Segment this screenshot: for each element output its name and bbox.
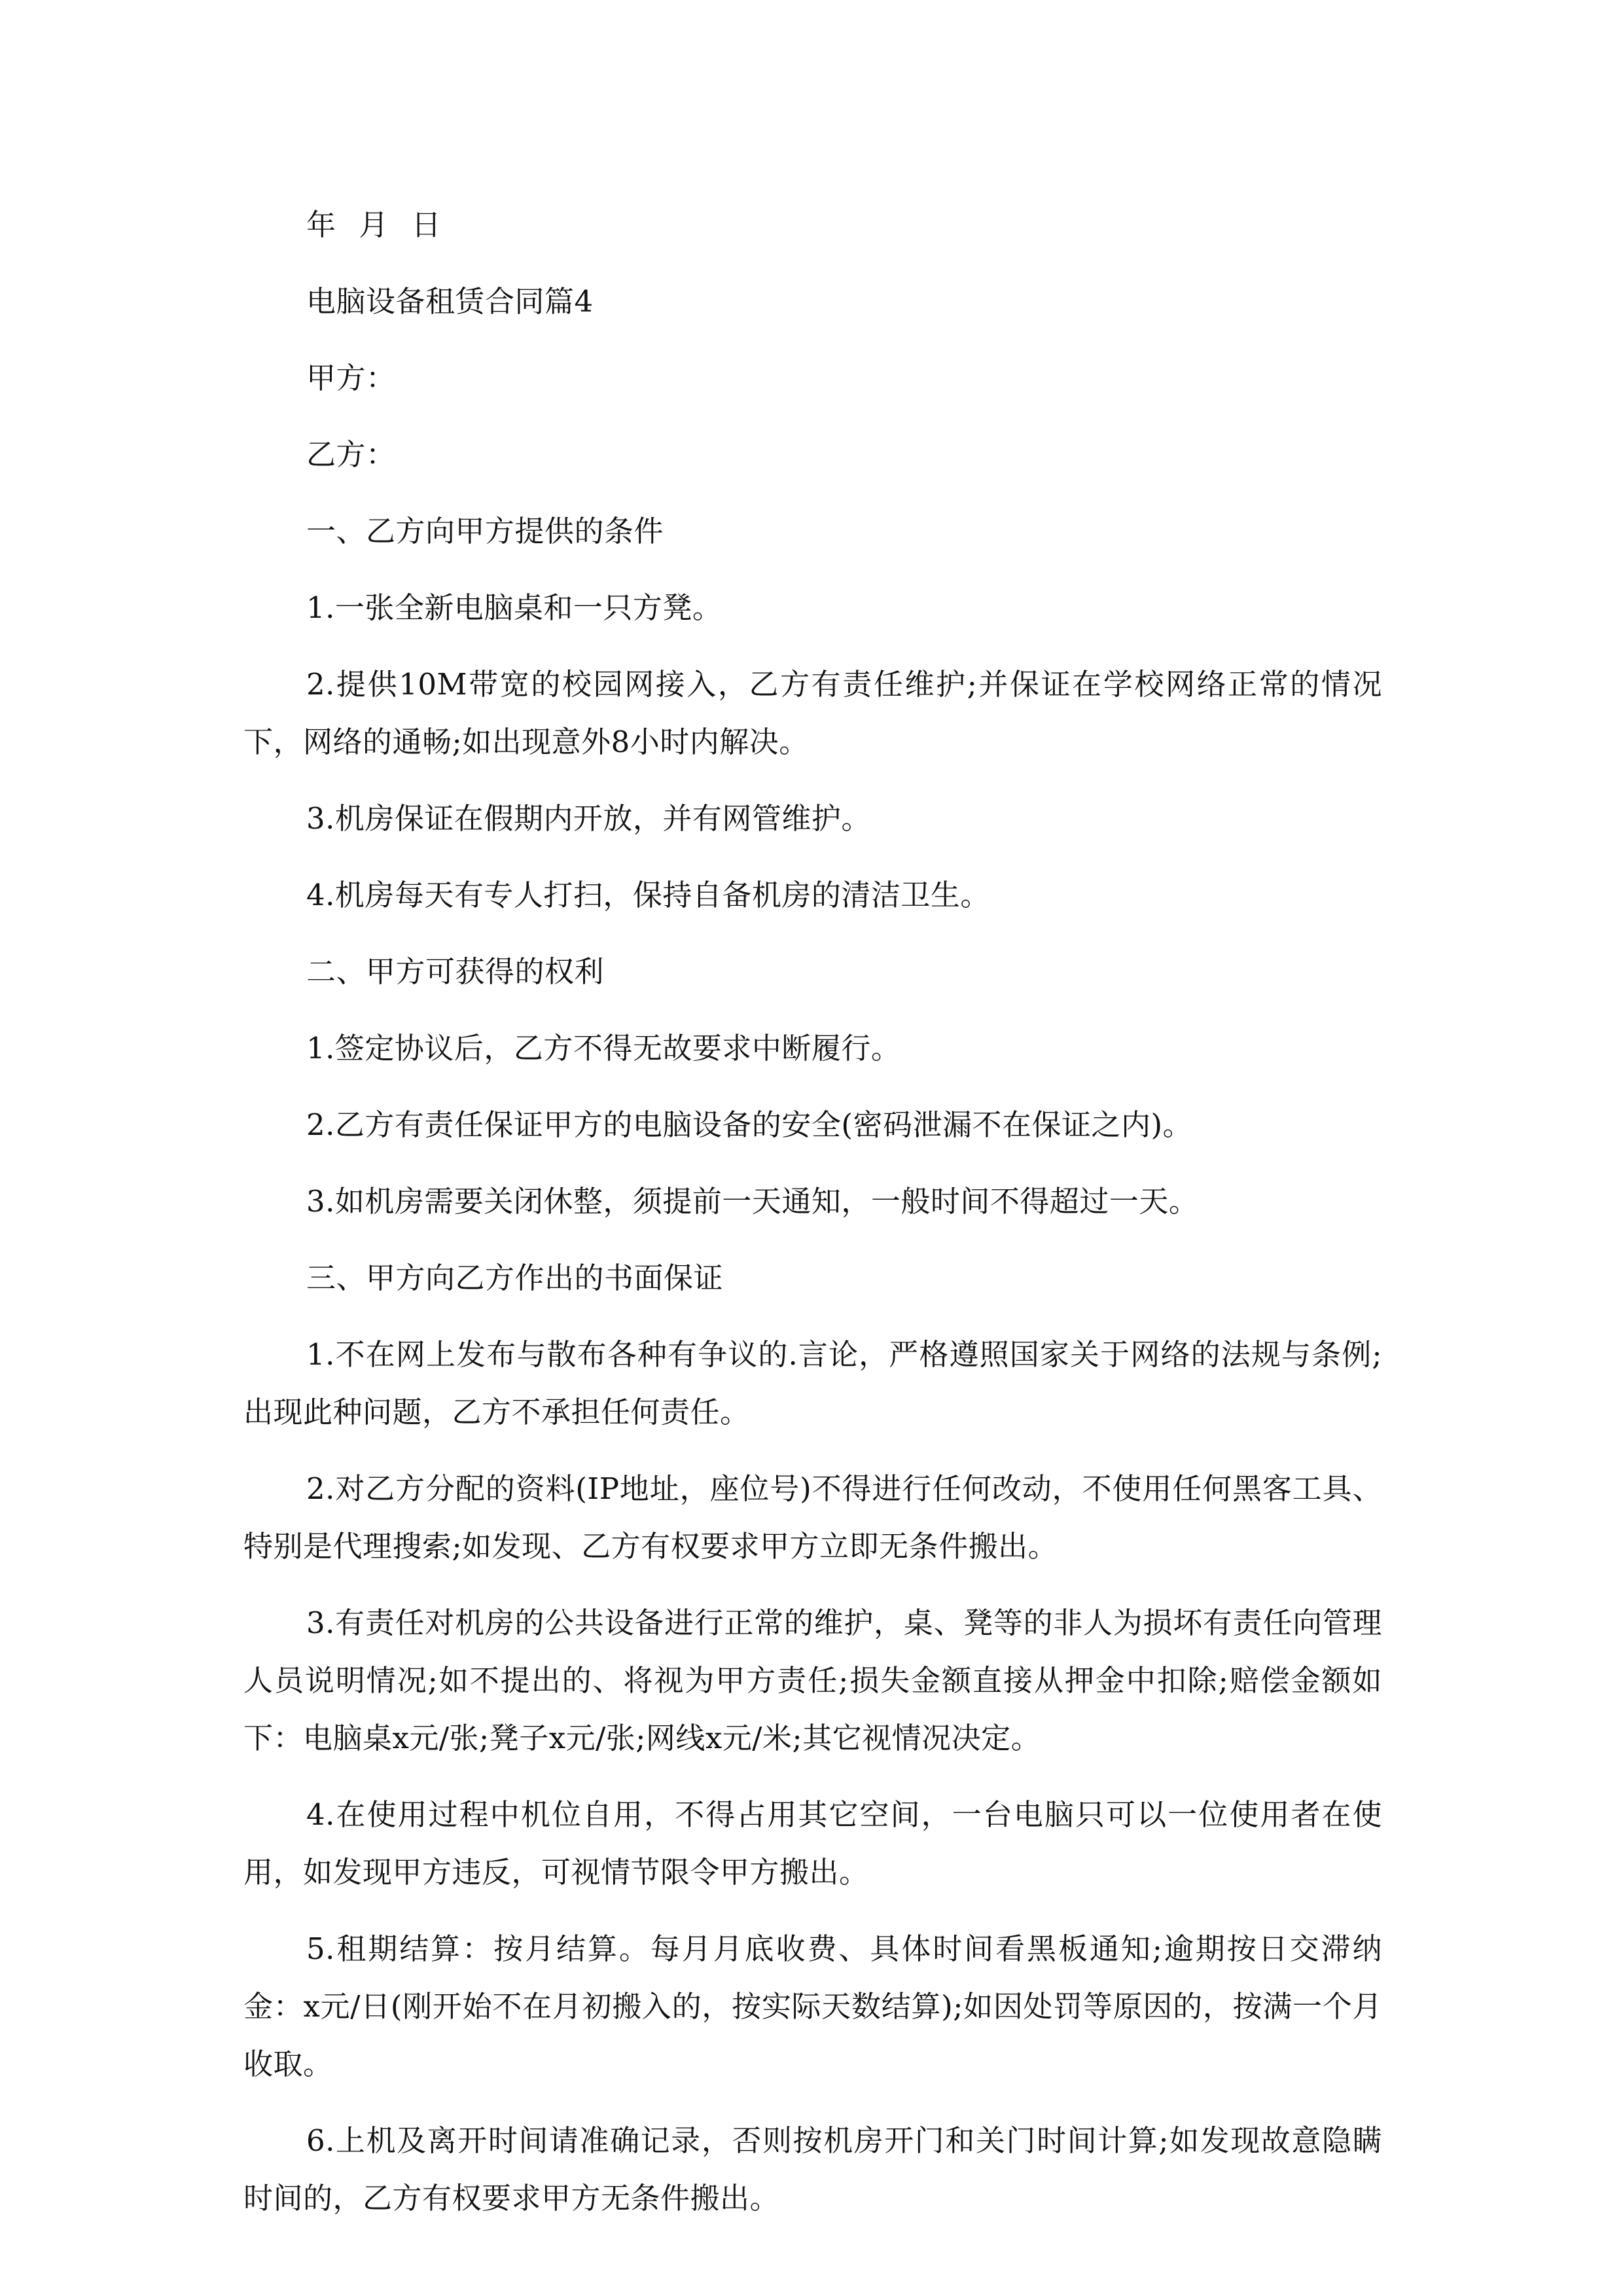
section-2-item: 1.签定协议后，乙方不得无故要求中断履行。 [306, 1031, 901, 1066]
date-line: 年 月 日 [306, 207, 442, 242]
document-body [243, 196, 1382, 2227]
section-2-item: 3.如机房需要关闭休整，须提前一天通知，一般时间不得超过一天。 [306, 1184, 1199, 1219]
section-3-item: 6.上机及离开时间请准确记录，否则按机房开门和关门时间计算;如发现故意隐瞒时间的，乙方有权要求甲方无条件搬出。 [243, 2123, 1382, 2215]
section-3-item: 5.租期结算：按月结算。每月月底收费、具体时间看黑板通知;逾期按日交滞纳金：x元/日(刚开始不在月初搬入的，按实际天数结算);如因处罚等原因的，按满一个月收取。 [243, 1931, 1382, 2081]
section-3-item: 4.在使用过程中机位自用，不得占用其它空间，一台电脑只可以一位使用者在使用，如发现甲方违反，可视情节限令甲方搬出。 [243, 1797, 1382, 1890]
section-1-heading: 一、乙方向甲方提供的条件 [306, 514, 664, 548]
section-1-item: 2.提供10M带宽的校园网接入，乙方有责任维护;并保证在学校网络正常的情况下，网络的通畅;如出现意外8小时内解决。 [243, 667, 1382, 759]
section-2-heading: 二、甲方可获得的权利 [306, 954, 605, 989]
party-b-line: 乙方： [306, 437, 396, 472]
section-3-item: 1.不在网上发布与散布各种有争议的.言论，严格遵照国家关于网络的法规与条例;出现此种问题，乙方不承担任何责任。 [243, 1337, 1382, 1429]
section-1-item: 4.机房每天有专人打扫，保持自备机房的清洁卫生。 [306, 878, 990, 912]
section-1-item: 1.一张全新电脑桌和一只方凳。 [306, 590, 722, 625]
section-1-item: 3.机房保证在假期内开放，并有网管维护。 [306, 801, 871, 836]
section-3-item: 2.对乙方分配的资料(IP地址，座位号)不得进行任何改动，不使用任何黑客工具、特别是代理搜索;如发现、乙方有权要求甲方立即无条件搬出。 [243, 1471, 1382, 1564]
section-3-item: 3.有责任对机房的公共设备进行正常的维护，桌、凳等的非人为损坏有责任向管理人员说明情况;如不提出的、将视为甲方责任;损失金额直接从押金中扣除;赔偿金额如下：电脑桌x元/张;凳子x元/张;网线x元/米;其它视情况决定。 [243, 1605, 1382, 1755]
contract-title: 电脑设备租赁合同篇4 [306, 284, 594, 319]
section-2-item: 2.乙方有责任保证甲方的电脑设备的安全(密码泄漏不在保证之内)。 [306, 1107, 1193, 1142]
section-3-heading: 三、甲方向乙方作出的书面保证 [306, 1261, 724, 1295]
party-a-line: 甲方： [306, 361, 396, 395]
